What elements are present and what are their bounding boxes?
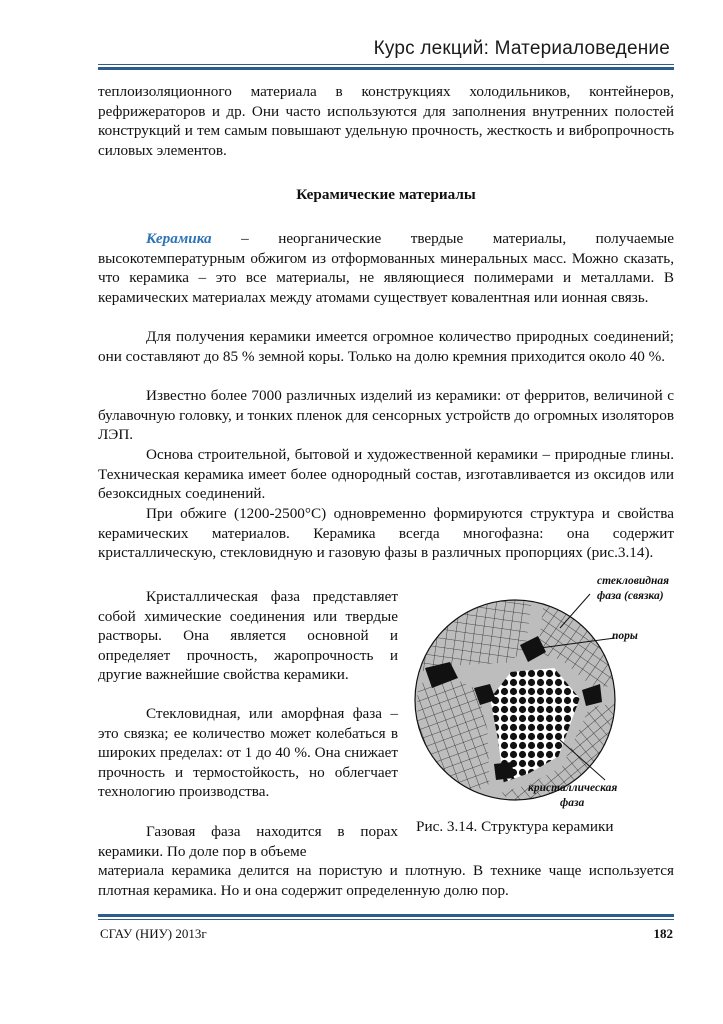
intro-paragraph: теплоизоляционного материала в конструкциях холодильников, контейнеров, рефрижераторов и др. Они часто используются для заполнения внутренних полостей конструкций и тем самым повышают удельную прочность, жесткость и вибропрочность силовых элементов. <box>98 83 674 159</box>
label-crystal-phase-1: кристаллическая <box>528 782 618 794</box>
header-rule-thin <box>98 64 674 65</box>
page-header-title: Курс лекций: Материаловедение <box>373 38 670 59</box>
paragraph-gas-phase-end: материала керамика делится на пористую и плотную. В технике чаще используется плотная керамика. Но и она содержит определенную долю пор. <box>98 862 674 899</box>
label-glass-phase-2: фаза (связка) <box>597 590 664 602</box>
label-pores: поры <box>612 630 638 642</box>
label-crystal-phase-2: фаза <box>560 797 585 809</box>
paragraph-natural-compounds: Для получения керамики имеется огромное количество природных соединений; они составляют до 85 % земной коры. Только на долю кремния приходится около 40 %. <box>98 328 674 365</box>
paragraph-ceramics-definition-text: – неорганические твердые материалы, получаемые высокотемпературным обжигом из отформованных минеральных масс. Можно сказать, что керамика – это все материалы, не являющиеся полимерами и металлами. В керамических материалах между атомами существует ковалентная или ионная связь. <box>98 230 674 306</box>
label-glass-phase-1: стекловидная <box>597 575 670 587</box>
section-heading: Керамические материалы <box>296 186 476 203</box>
footer-rule-thick <box>98 914 674 917</box>
paragraph-firing: При обжиге (1200-2500°С) одновременно формируются структура и свойства керамических материалов. Керамика всегда многофазна: она содержит кристаллическую, стекловидную и газовую фазы в различных пропорциях (рис.3.14). <box>98 505 674 562</box>
paragraph-gas-phase-start: Газовая фаза находится в порах керамики. По доле пор в объеме <box>98 823 398 860</box>
page-number: 182 <box>653 926 673 941</box>
footer-institution: СГАУ (НИУ) 2013г <box>100 926 207 941</box>
paragraph-clays: Основа строительной, бытовой и художественной керамики – природные глины. Техническая керамика имеет более однородный состав, изготавливается из оксидов или безоксидных соединений. <box>98 446 674 503</box>
term-ceramics: Керамика <box>146 230 212 247</box>
ceramic-structure-figure <box>410 570 690 840</box>
paragraph-crystal-phase: Кристаллическая фаза представляет собой химические соединения или твердые растворы. Она является основной и определяет прочность, жаропрочность и другие важнейшие свойства керамики. <box>98 588 398 684</box>
paragraph-ceramics-definition <box>98 229 674 307</box>
footer-rule-thin <box>98 919 674 920</box>
paragraph-products: Известно более 7000 различных изделий из керамики: от ферритов, величиной с булавочную головку, и тонких пленок для сенсорных устройств до огромных изоляторов ЛЭП. <box>98 387 674 444</box>
header-rule-thick <box>98 67 674 70</box>
figure-caption: Рис. 3.14. Структура керамики <box>416 818 614 835</box>
paragraph-glass-phase: Стекловидная, или аморфная фаза – это связка; ее количество может колебаться в широких пределах: от 1 до 40 %. Она снижает прочность и термостойкость, но облегчает технологию производства. <box>98 705 398 801</box>
micrograph-grains <box>410 570 690 840</box>
